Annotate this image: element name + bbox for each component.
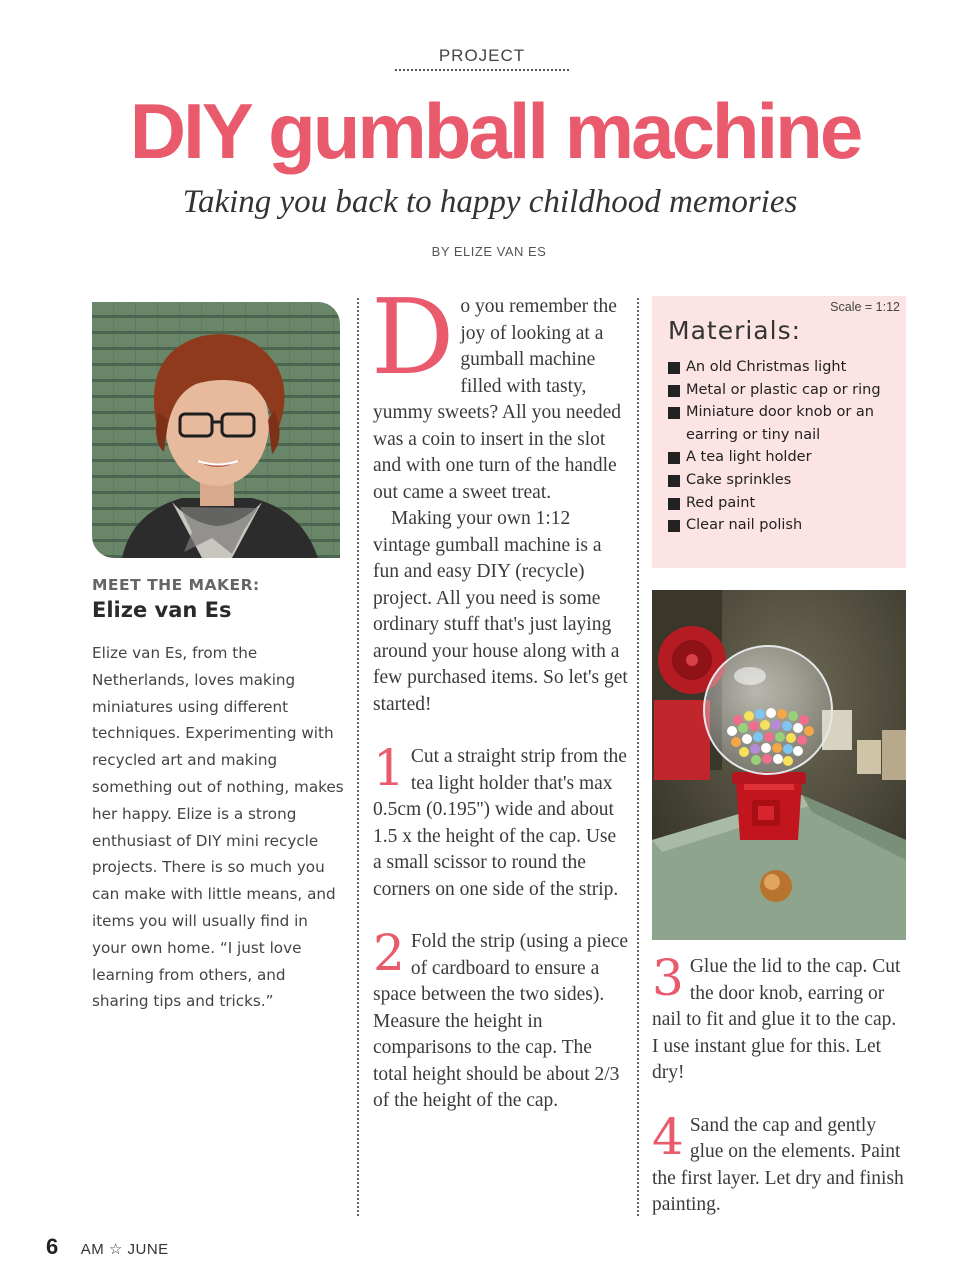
gumball-machine-photo (652, 590, 906, 940)
step-text: Glue the lid to the cap. Cut the door knob, earring or nail to fit and glue it to the cap. I use instant glue for this. Let dry! (652, 956, 901, 1083)
intro-paragraph (371, 276, 629, 506)
step-number: 4 (652, 1107, 684, 1166)
materials-box (652, 296, 906, 568)
maker-portrait-image (92, 302, 340, 558)
material-item: A tea light holder (668, 446, 904, 469)
step-number: 3 (652, 949, 684, 1007)
section-label (0, 46, 964, 66)
step-text: Cut a straight strip from the tea light holder that's max 0.5cm (0.195'') wide and about 1.5 x the height of the cap. Use a small scissor to round the corners on one side of the strip. (373, 746, 627, 900)
step-1 (373, 739, 629, 903)
maker-bio: Elize van Es, from the Netherlands, loves making miniatures using different techniques. Experimenting with recycled art and making something out of nothing, makes her happy. Elize is a strong enthusiast of DIY mini recycle projects. There is so much you can make with little means, and items you will usually find in your own home. “I just love learning from others, and sharing tips and tricks.” (92, 644, 344, 1011)
gumball-machine-image (652, 590, 906, 940)
material-item: Cake sprinkles (668, 469, 904, 492)
step-4 (652, 1107, 906, 1219)
section-label-text: PROJECT (395, 46, 569, 71)
article-title: DIY gumball machine (129, 87, 861, 175)
step-text: Fold the strip (using a piece of cardboard to ensure a space between the two sides). Measure the height in comparisons to the cap. The total height should be about 2/3 of the height of the cap. (373, 931, 628, 1111)
column-divider (357, 298, 359, 1216)
maker-name: Elize van Es (92, 598, 232, 622)
page-number: 6 (46, 1234, 59, 1259)
material-item: Clear nail polish (668, 514, 904, 537)
step-number: 1 (373, 739, 405, 797)
step-2 (373, 924, 629, 1115)
materials-heading: Materials: (668, 316, 802, 345)
drop-cap: D (371, 276, 455, 398)
intro-paragraph-2: Making your own 1:12 vintage gumball machine is a fun and easy DIY (recycle) project. All you need is some ordinary stuff that's just laying around your house along with a few purchased items. So let's get started! (373, 508, 628, 715)
page-footer (46, 1234, 169, 1260)
materials-column (652, 296, 906, 1219)
intro-text: o you remember the joy of looking at a gumball machine filled with tasty, yummy sweets? All you needed was a coin to insert in the slot and with one turn of the handle out came a sweet treat. (373, 296, 622, 503)
column-divider (637, 298, 639, 1216)
step-3 (652, 949, 906, 1087)
material-item: An old Christmas light (668, 356, 904, 379)
byline: BY ELIZE VAN ES (431, 244, 547, 259)
step-text: Sand the cap and gently glue on the elements. Paint the first layer. Let dry and finish painting. (652, 1114, 904, 1215)
material-item: Red paint (668, 492, 904, 515)
material-item: Miniature door knob or an earring or tiny nail (668, 401, 904, 446)
maker-photo (92, 302, 340, 558)
article-subtitle: Taking you back to happy childhood memories (182, 184, 798, 220)
meet-the-maker-label: MEET THE MAKER: (92, 576, 260, 594)
article-body (371, 276, 629, 1115)
materials-list (668, 356, 904, 537)
issue-label: AM ☆ JUNE (80, 1241, 169, 1258)
material-item: Metal or plastic cap or ring (668, 379, 904, 402)
maker-profile (92, 302, 344, 1015)
scale-note: Scale = 1:12 (830, 300, 900, 314)
step-number: 2 (373, 924, 405, 982)
